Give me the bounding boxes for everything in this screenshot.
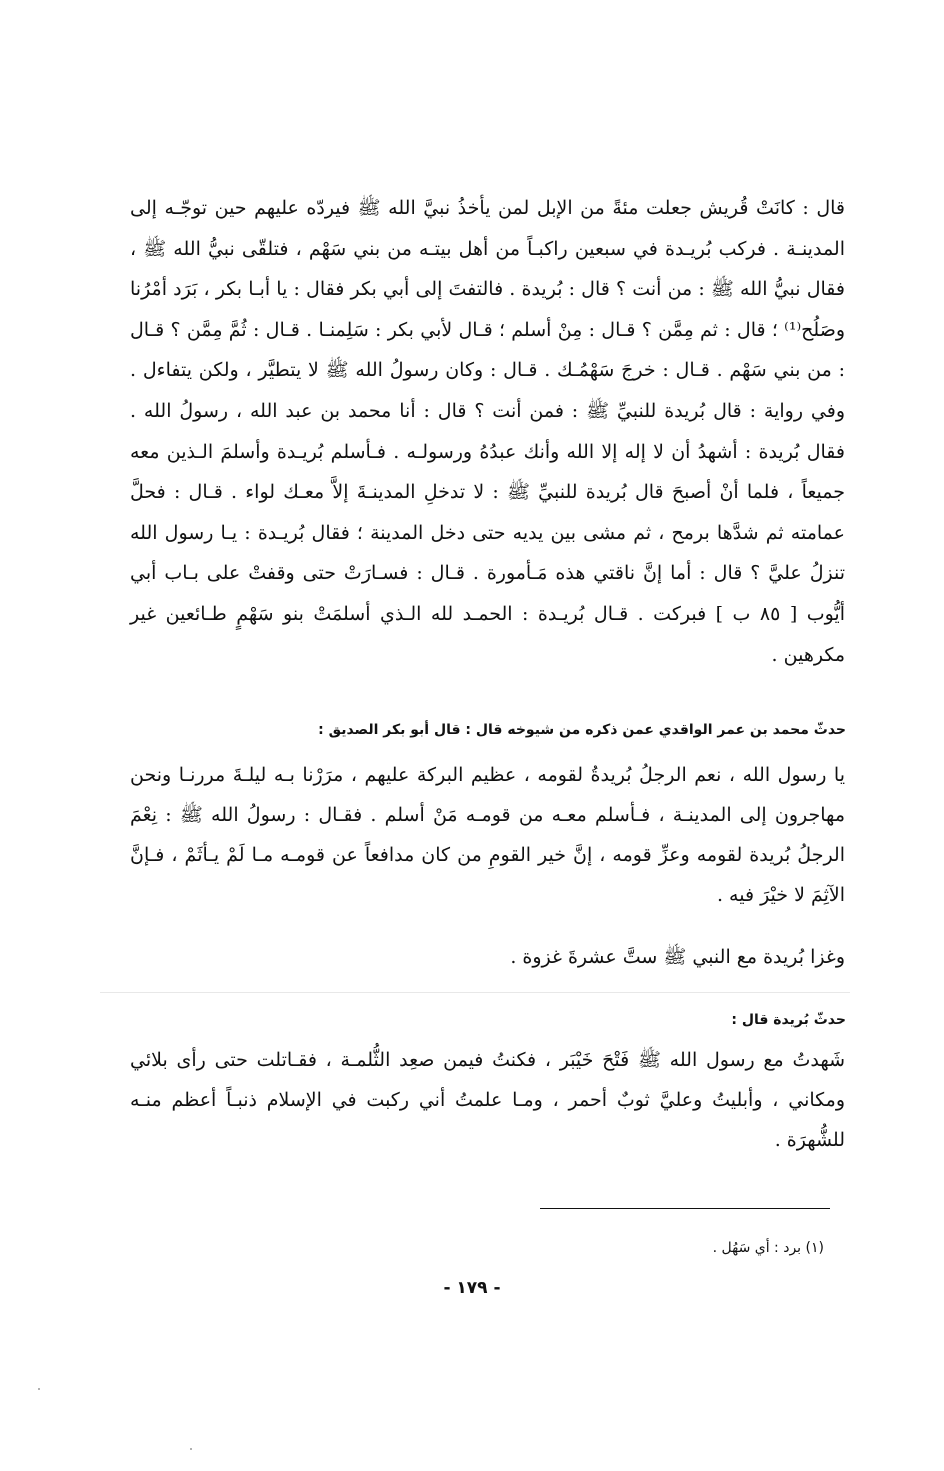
footnote-separator bbox=[540, 1208, 830, 1209]
scan-speck bbox=[190, 1448, 192, 1450]
isnad-heading-2: حدثّ بُريدة قال : bbox=[731, 1012, 846, 1028]
paragraph-4: شَهدتُ مع رسول الله ﷺ فَتْحَ خَيْبَر ، فكنتُ فيمن صعِد الثُّلمـة ، فقـاتلت حتى رأى بلائي ومكاني ، وأبليتُ وعليَّ ثوبٌ أحمر ، ومـا علمتُ أني ركبت في الإسلام ذنبـاً أعظم منـه للشُّهرَة . bbox=[130, 1049, 845, 1151]
isnad-heading-1: حدثّ محمد بن عمر الواقدي عمن ذكره من شيوخه قال : قال أبو بكر الصديق : bbox=[318, 722, 846, 738]
footnote: (١) برد : أي سَهُل . bbox=[712, 1240, 824, 1256]
paragraph-3: وغزا بُريدة مع النبي ﷺ ستَّ عشرةَ غزوة . bbox=[510, 946, 845, 968]
page-number: - ١٧٩ - bbox=[443, 1278, 501, 1298]
main-paragraph: قال : كانَتْ قُريش جعلت مئةً من الإبل لمن يأخذُ نبيَّ الله ﷺ فيردّه عليهم حين توجّـه إلى المدينـة . فركب بُريـدة في سبعين راكبـاً من أهل بيتـه من بني سَهْم ، فتلقّى نبيُّ الله ﷺ ، فقال نبيُّ الله ﷺ : من أنت ؟ قال : بُريدة . فالتفتَ إلى أبي بكر فقال : يا أبـا بكر ، بَرَد أمْرُنا وصَلُح⁽¹⁾ ؛ قال : ثم مِمَّن ؟ قـال : مِنْ أسلم ؛ قـال لأبي بكر : سَلِمنـا . قـال : ثُمَّ مِمَّن ؟ قـال : من بني سَهْم . قـال : خرجَ سَهْمُـك . قـال : وكان رسولُ الله ﷺ لا يتطيَّر ، ولكن يتفاءل . وفي رواية : قال بُريدة للنبيِّ ﷺ : فمن أنت ؟ قال : أنا محمد بن عبد الله ، رسولُ الله . فقال بُريدة : أشهدُ أن لا إله إلا الله وأنك عبدُهُ ورسولـه . فـأسلم بُريـدة وأسلمَ الـذين معه جميعاً ، فلما أنْ أصبحَ قال بُريدة للنبيِّ ﷺ : لا تدخلِ المدينـةَ إلاَّ معـك لواء . قـال : فحلَّ عمامته ثم شدَّها برمح ، ثم مشى بين يديه حتى دخل المدينة ؛ فقال بُريـدة : يـا رسول الله تنزلُ عليَّ ؟ قال : أما إنَّ ناقتي هذه مَـأمورة . قـال : فسـارَتْ حتى وقفتْ على بـاب أبي أيُّوب [ ٨٥ ب ] فبركت . قـال بُريـدة : الحمـد لله الـذي أسلمَتْ بنو سَهْمٍ طـائعين غير مكرهين . bbox=[130, 197, 845, 666]
scan-faint-line bbox=[100, 992, 850, 993]
scan-speck bbox=[38, 1388, 40, 1390]
paragraph-2: يا رسول الله ، نعم الرجلُ بُريدةُ لقومه ، عظيم البركة عليهم ، مرَرْنا بـه ليلـةَ مررنـا ونحن مهاجرون إلى المدينـة ، فـأسلم معـه من قومـه مَنْ أسلم . فقـال : رسولُ الله ﷺ : نِعْمَ الرجلُ بُريدة لقومه وعزِّ قومه ، إنَّ خير القومِ من كان مدافعاً عن قومـه مـا لَمْ يـأثَمْ ، فـإنَّ الآثِمَ لا خيْرَ فيه . bbox=[130, 764, 845, 906]
